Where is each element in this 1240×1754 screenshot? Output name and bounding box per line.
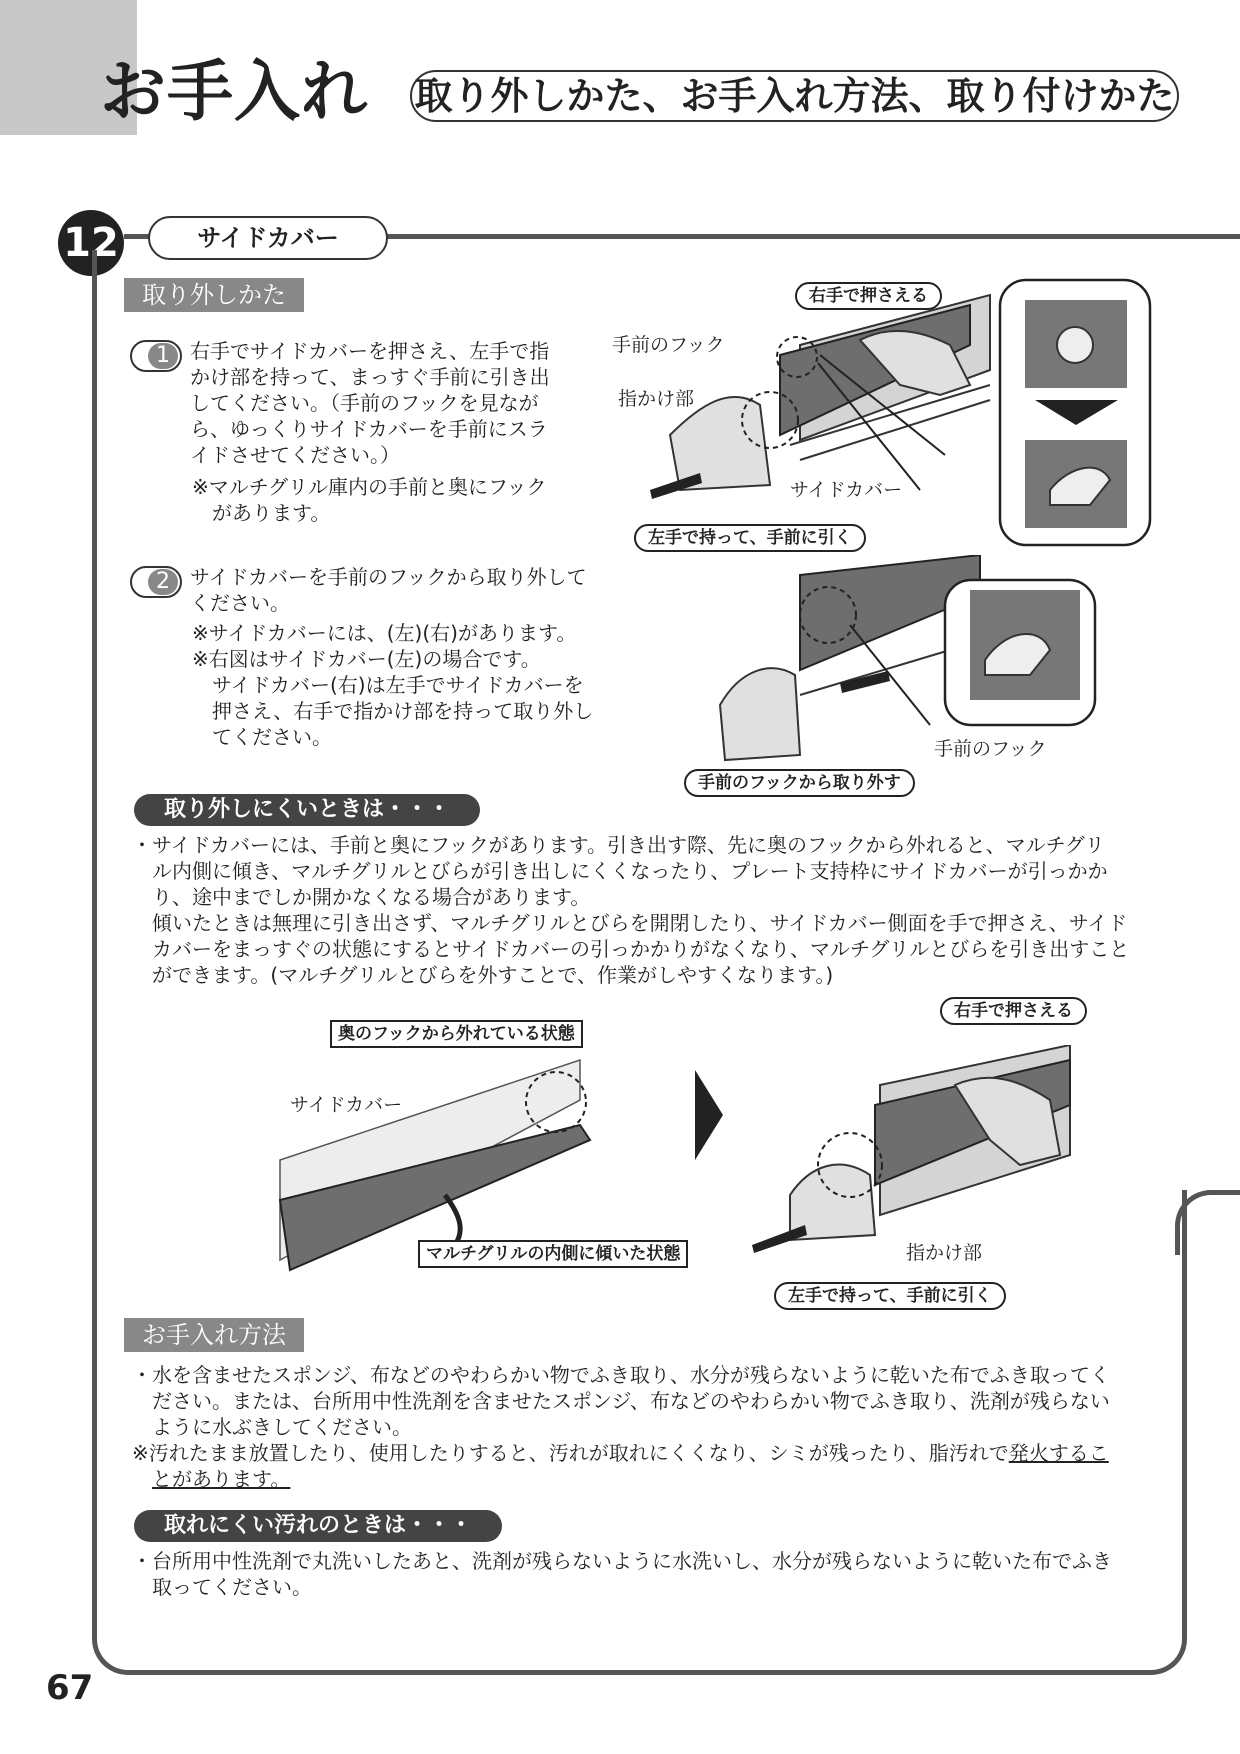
difficult-heading: 取り外しにくいときは・・・ [134,794,480,826]
page-number: 67 [46,1668,94,1708]
care-text: ・水を含ませたスポンジ、布などのやわらかい物でふき取り、水分が残らないように乾いた布でふき取ってく ださい。または、台所用中性洗剤を含ませたスポンジ、布などのやわらかい物でふき取り、洗剤が残らない ように水ぶきしてください。 ※汚れたまま放置したり、使用したりすると、汚れが取れにくくなり、シミが残ったり、脂汚れで発火するこ とがあります。 [132,1363,1110,1491]
page-subtitle: 取り外しかた、お手入れ方法、取り付けかた [410,70,1179,122]
content-frame-right [1175,1190,1240,1255]
fig1-label-hook: 手前のフック [612,334,725,356]
fig4-callout-press: 右手で押さえる [940,997,1087,1025]
fig3-box-unhooked: 奥のフックから外れている状態 [330,1020,583,1048]
figure-tilted [270,1030,610,1310]
page-title: お手入れ [100,53,368,130]
section-rule [386,234,1240,239]
fig3-box-tilted: マルチグリルの内側に傾いた状態 [418,1240,688,1268]
step-2-badge: 2 [130,566,182,598]
warning-underline: 発火するこ [1008,1441,1109,1465]
hook-icon [1057,327,1093,363]
fig1-label-cover: サイドカバー [790,479,903,501]
arrow-down-icon [445,1195,460,1245]
hard-stains-text: ・台所用中性洗剤で丸洗いしたあと、洗剤が残らないように水洗いし、水分が残らないように乾いた布でふき 取ってください。 [132,1549,1112,1599]
fig3-label-cover: サイドカバー [290,1094,403,1116]
arrow-right-icon [840,671,890,693]
fig1-callout-pull: 左手で持って、手前に引く [634,524,866,552]
step-1-text: 右手でサイドカバーを押さえ、左手で指 かけ部を持って、まっすぐ手前に引き出 してください。（手前のフックを見なが ら、ゆっくりサイドカバーを手前にスラ イドさせてください。） [190,339,550,467]
section-connector [124,234,150,239]
difficult-text: ・サイドカバーには、手前と奥にフックがあります。引き出す際、先に奥のフックから外れると、マルチグリ ル内側に傾き、マルチグリルとびらが引き出しにくくなったり、プレート支持枠にサイドカバーが引っかか り、途中までしか開かなくなる場合があります。 傾いたときは無理に引き出さず、マルチグリルとびらを開閉したり、サイドカバー側面を手で押さえ、サイド カバーをまっすぐの状態にするとサイドカバーの引っかかりがなくなり、マルチグリルとびらを引き出すこと ができます。(マルチグリルとびらを外すことで、作業がしやすくなります。) [132,833,1130,987]
fig1-callout-press: 右手で押さえる [795,282,942,310]
step-1-note: ※マルチグリル庫内の手前と奥にフック があります。 [192,475,547,525]
step-2-text: サイドカバーを手前のフックから取り外して ください。 [190,565,587,615]
triangle-right-icon [695,1070,725,1160]
fig4-label-finger: 指かけ部 [906,1242,983,1264]
fig2-label-hook: 手前のフック [934,738,1047,760]
fig1-label-finger: 指かけ部 [618,388,695,410]
removal-heading: 取り外しかた [124,278,304,312]
figure-step1 [640,275,1160,555]
hard-stains-heading: 取れにくい汚れのときは・・・ [134,1510,502,1542]
care-heading: お手入れ方法 [124,1318,304,1352]
fig4-callout-pull: 左手で持って、手前に引く [774,1282,1006,1310]
section-title: サイドカバー [148,216,388,260]
figure-press [750,1045,1080,1255]
step-2-note: ※サイドカバーには、(左)(右)があります。 ※右図はサイドカバー(左)の場合です。 サイドカバー(右)は左手でサイドカバーを 押さえ、右手で指かけ部を持って取り外し てください。 [192,621,594,749]
fig2-callout-remove: 手前のフックから取り外す [684,769,915,797]
section-number: 12 [58,210,124,276]
step-1-badge: 1 [130,340,182,372]
